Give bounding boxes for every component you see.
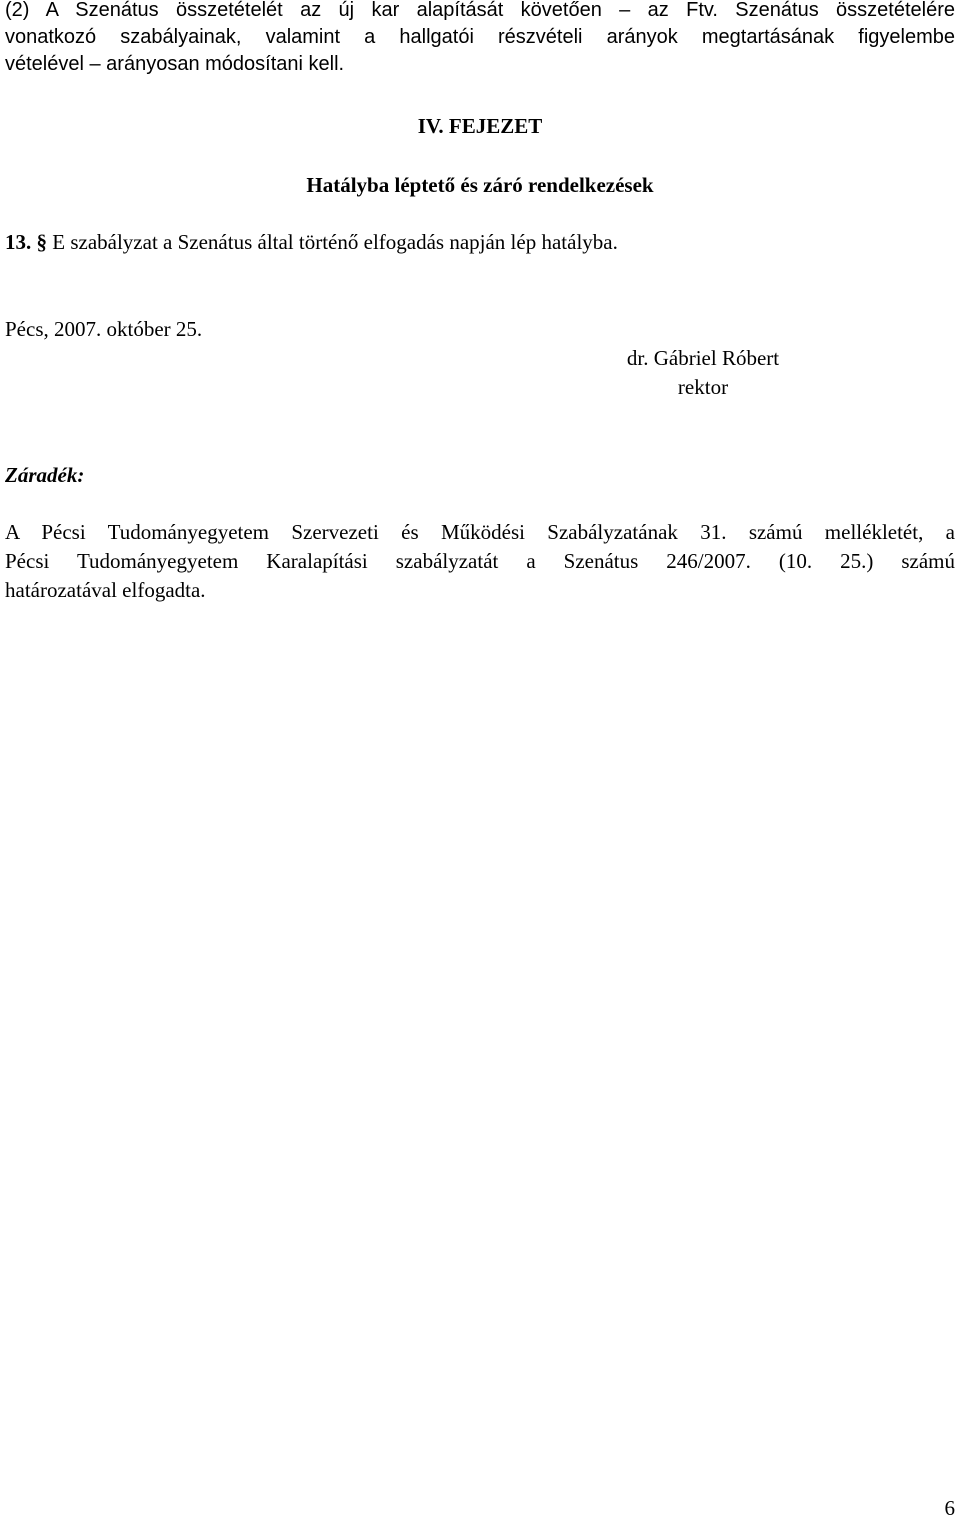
article-13-text: E szabályzat a Szenátus által történő elfogadás napján lép hatályba. [52,230,618,254]
section-2-paragraph [5,0,955,78]
place-date: Pécs, 2007. október 25. [5,317,203,341]
chapter-number: IV. FEJEZET [417,114,543,138]
article-13 [5,228,618,257]
clause-heading: Záradék: [5,463,85,487]
clause-paragraph [5,518,955,605]
clause-line-3: határozatával elfogadta. [5,578,206,602]
document-page [5,0,955,1537]
section-symbol: § [36,230,47,254]
page-number: 6 [944,1496,955,1520]
clause-line-1: A Pécsi Tudományegyetem Szervezeti és Működési Szabályzatának 31. számú mellékletét, a [5,520,955,544]
chapter-title: Hatályba léptető és záró rendelkezések [306,173,654,197]
clause-line-2: Pécsi Tudományegyetem Karalapítási szabályzatát a Szenátus 246/2007. (10. 25.) számú [5,549,955,573]
signature-block [603,344,803,402]
signatory-name: dr. Gábriel Róbert [626,346,780,370]
article-13-number: 13. [5,230,32,254]
signatory-title: rektor [677,375,729,399]
section-2-line-1: (2) A Szenátus összetételét az új kar alapítását követően – az Ftv. Szenátus összetételére [5,0,955,21]
section-2-line-2: vonatkozó szabályainak, valamint a hallgatói részvételi arányok megtartásának figyelembe [5,26,955,48]
section-2-line-3: vételével – arányosan módosítani kell. [5,53,345,75]
